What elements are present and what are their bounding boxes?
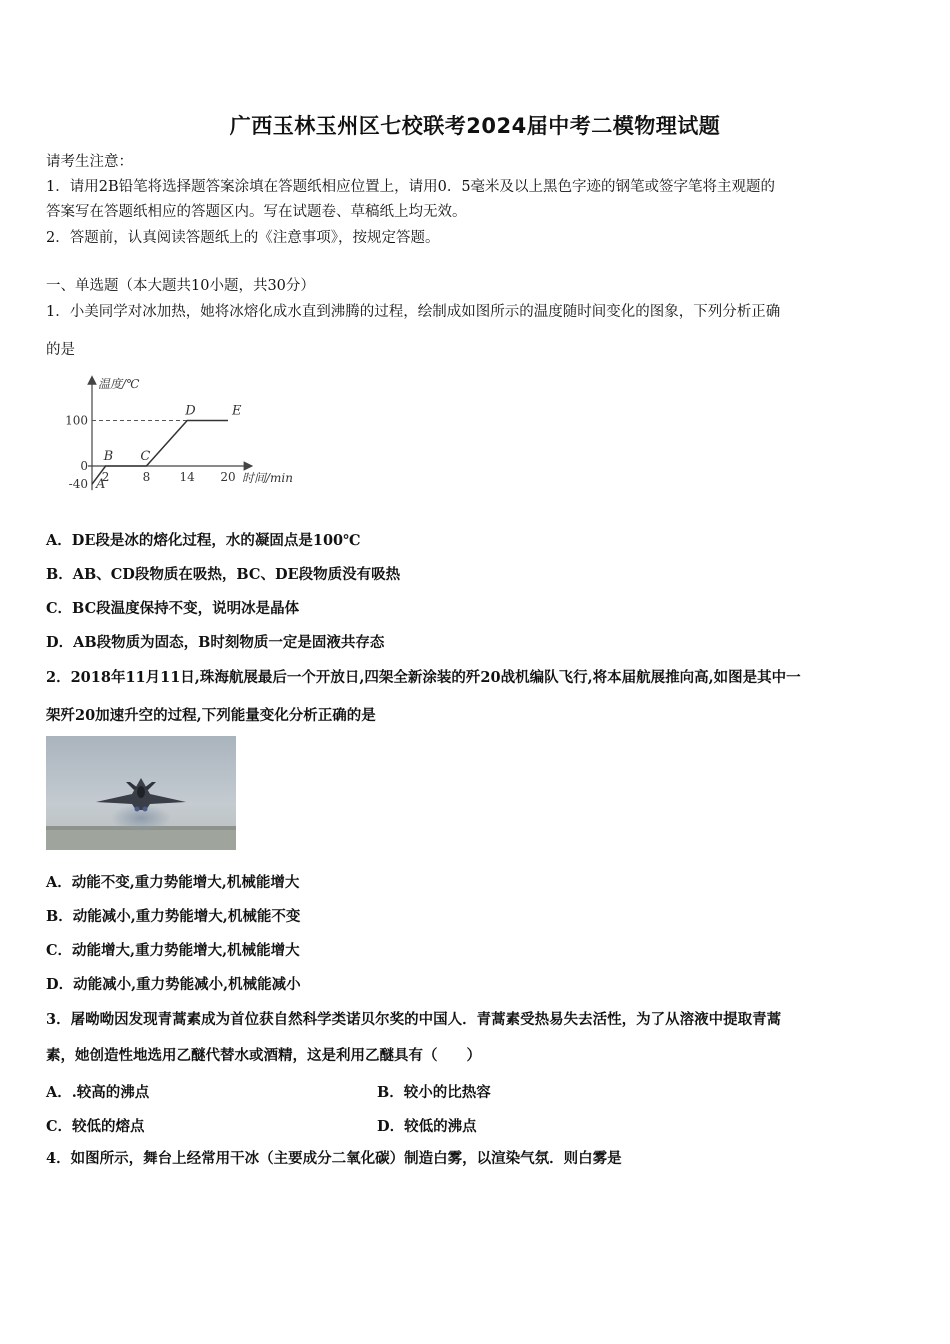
- q4-stem: 4．如图所示，舞台上经常用干冰（主要成分二氧化碳）制造白雾，以渲染气氛．则白雾是: [46, 1150, 622, 1167]
- q3-stem-cont: 素，她创造性地选用乙醚代替水或酒精，这是利用乙醚具有（ ）: [46, 1047, 481, 1064]
- q1-option-d: D．AB段物质为固态，B时刻物质一定是固液共存态: [46, 634, 385, 651]
- point-label-e: E: [232, 403, 242, 419]
- section-heading: 一、单选题（本大题共10小题，共30分）: [46, 278, 315, 294]
- page-title: 广西玉林玉州区七校联考2024届中考二模物理试题: [229, 114, 721, 138]
- y-tick-label-2: -40: [68, 477, 88, 492]
- x-tick-label-3: 20: [220, 470, 236, 484]
- notice-item-2: 2．答题前，认真阅读答题纸上的《注意事项》，按规定答题。: [46, 230, 440, 246]
- q3-option-d: D．较低的沸点: [377, 1118, 477, 1135]
- q1-option-b: B．AB、CD段物质在吸热，BC、DE段物质没有吸热: [46, 566, 401, 583]
- notice-heading: 请考生注意：: [46, 154, 133, 170]
- q1-option-a: A．DE段是冰的熔化过程，水的凝固点是100℃: [46, 532, 361, 549]
- q3-option-b: B．较小的比热容: [377, 1084, 491, 1101]
- q2-option-a: A．动能不变,重力势能增大,机械能增大: [46, 874, 300, 891]
- fighter-jet-photo: [46, 736, 236, 850]
- x-tick-label-0: 2: [101, 470, 110, 484]
- q1-stem: 1．小美同学对冰加热，她将冰熔化成水直到沸腾的过程，绘制成如图所示的温度随时间变化的图象，下列分析正确: [46, 304, 781, 320]
- q2-option-d: D．动能减小,重力势能减小,机械能减小: [46, 976, 301, 993]
- q2-option-c: C．动能增大,重力势能增大,机械能增大: [46, 942, 300, 959]
- q1-option-c: C．BC段温度保持不变，说明冰是晶体: [46, 600, 300, 617]
- q3-option-c: C．较低的熔点: [46, 1118, 145, 1135]
- point-label-b: B: [103, 449, 114, 464]
- point-label-d: D: [185, 403, 196, 419]
- y-axis-label: 温度/℃: [98, 377, 140, 391]
- x-tick-label-1: 8: [142, 470, 151, 484]
- x-axis-label: 时间/min: [242, 471, 293, 485]
- x-tick-label-2: 14: [179, 470, 195, 484]
- q2-stem-cont: 架歼20加速升空的过程,下列能量变化分析正确的是: [46, 707, 376, 724]
- notice-item-1: 1．请用2B铅笔将选择题答案涂填在答题纸相应位置上，请用0．5毫米及以上黑色字迹的钢笔或签字笔将主观题的: [46, 179, 776, 195]
- q2-option-b: B．动能减小,重力势能增大,机械能不变: [46, 908, 301, 925]
- q3-stem: 3．屠呦呦因发现青蒿素成为首位获自然科学类诺贝尔奖的中国人．青蒿素受热易失去活性，为了从溶液中提取青蒿: [46, 1011, 782, 1028]
- notice-item-1-cont: 答案写在答题纸相应的答题区内。写在试题卷、草稿纸上均无效。: [46, 204, 467, 220]
- point-label-c: C: [140, 449, 151, 464]
- q2-stem: 2．2018年11月11日,珠海航展最后一个开放日,四架全新涂装的歼20战机编队飞行,将本届航展推向高,如图是其中一: [46, 669, 801, 686]
- y-tick-label-0: 100: [65, 413, 88, 428]
- temperature-time-chart: [50, 374, 320, 504]
- point-label-a: A: [96, 477, 106, 493]
- y-tick-label-1: 0: [80, 459, 88, 473]
- q1-stem-cont: 的是: [46, 342, 75, 358]
- q3-option-a: A．.较高的沸点: [46, 1084, 150, 1101]
